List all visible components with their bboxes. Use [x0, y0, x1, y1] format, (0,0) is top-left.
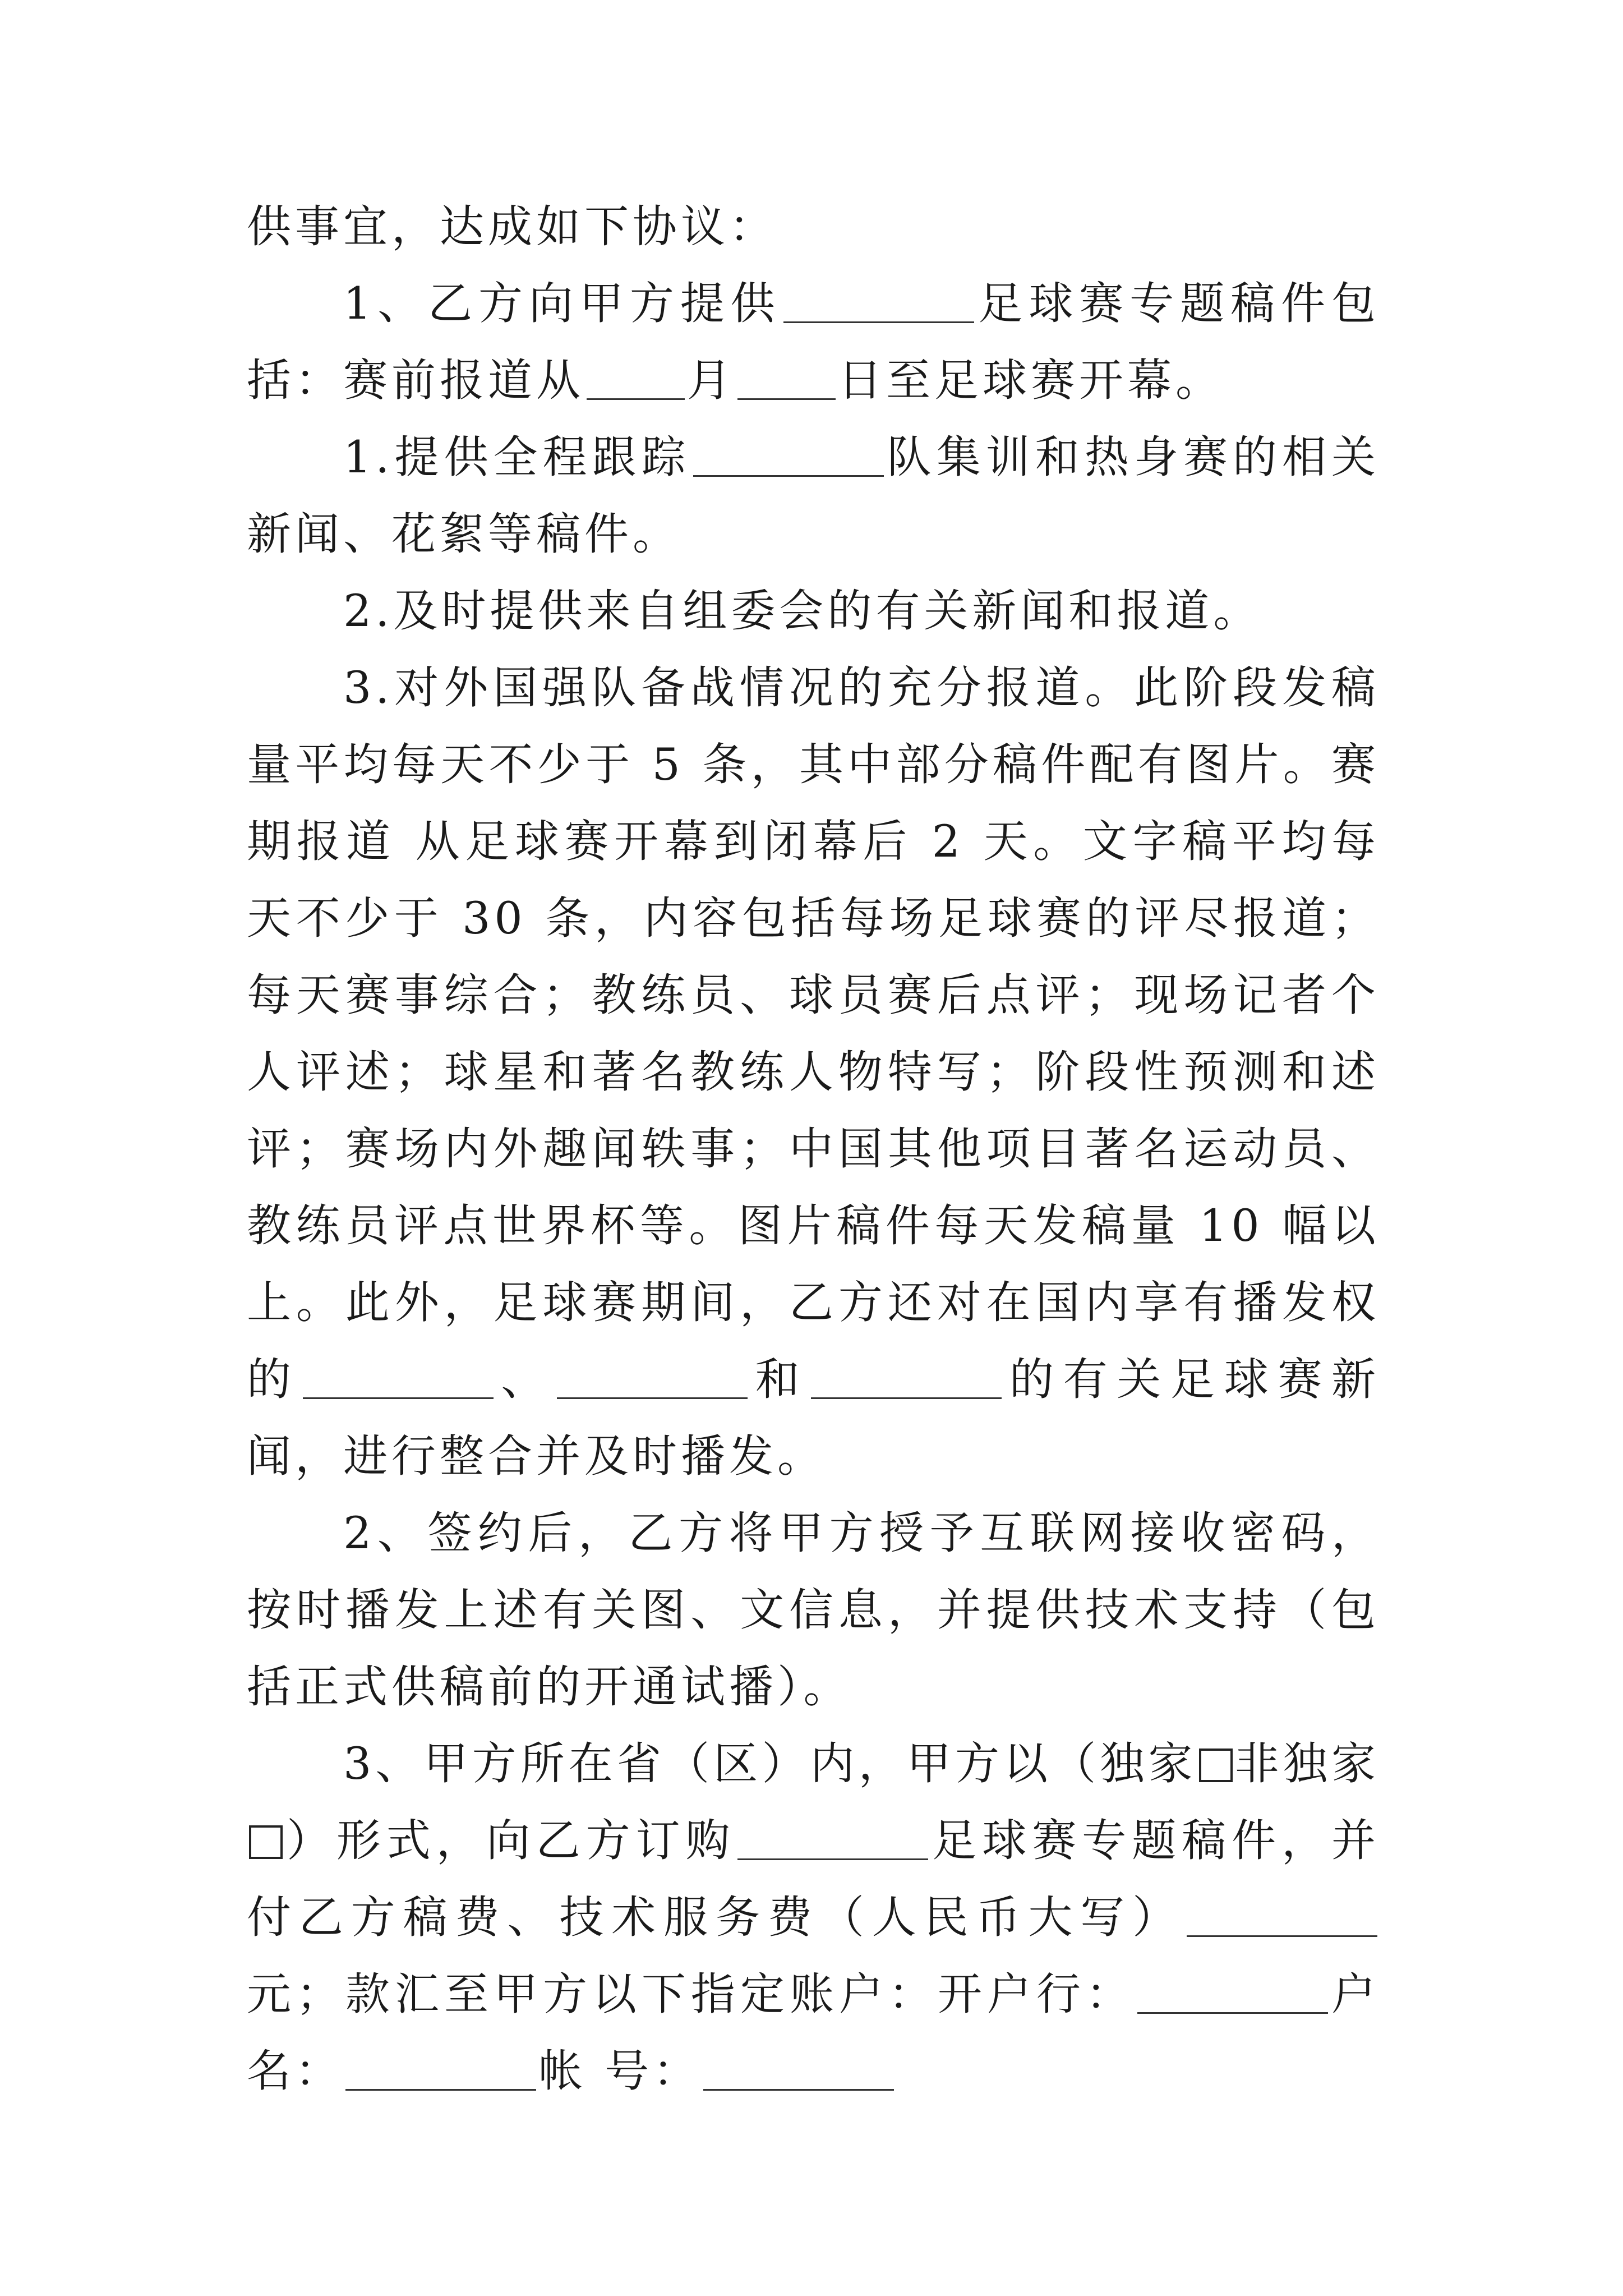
paragraph-clause-1: 1、乙方向甲方提供 足球赛专题稿件包括：赛前报道从 月 日至足球赛开幕。	[247, 278, 1380, 406]
paragraph-intro: 供事宜，达成如下协议：	[247, 201, 777, 252]
fill-blank[interactable]	[783, 282, 974, 323]
fill-blank-amount[interactable]	[1187, 1896, 1377, 1937]
fill-blank-account-number[interactable]	[703, 2050, 894, 2091]
fill-blank-bank[interactable]	[1137, 1973, 1328, 2014]
fill-blank-broadcaster-3[interactable]	[811, 1358, 1002, 1399]
paragraph-item-3: 3.对外国强队备战情况的充分报道。此阶段发稿量平均每天不少于 5 条，其中部分稿件配有图片。赛期报道 从足球赛开幕到闭幕后 2 天。文字稿平均每天不少于 30 条，内容包括每场足球赛的评尽报道；每天赛事综合；教练员、球员赛后点评；现场记者个人评述；球星和著名教练人物特写；阶段性预测和述评；赛场内外趣闻轶事；中国其他项目著名运动员、教练员评点世界杯等。图片稿件每天发稿量 10 幅以上。此外，足球赛期间，乙方还对在国内享有播发权的 、 和 的有关足球赛新闻，进行整合并及时播发。	[247, 662, 1380, 1482]
non-exclusive-checkbox[interactable]	[249, 1825, 283, 1859]
fill-blank-month[interactable]	[587, 359, 685, 400]
paragraph-item-2: 2.及时提供来自组委会的有关新闻和报道。	[343, 585, 1262, 637]
fill-blank-account-name[interactable]	[345, 2050, 536, 2091]
fill-blank-team[interactable]	[693, 436, 884, 477]
paragraph-clause-3: 3、甲方所在省（区）内，甲方以（独家 非独家）形式，向乙方订购 足球赛专题稿件，并付乙方稿费、技术服务费（人民币大写）元；款汇至甲方以下指定账户：开户行： 户 名： 帐 号：	[247, 1738, 1380, 2097]
fill-blank-broadcaster-1[interactable]	[303, 1358, 494, 1399]
paragraph-clause-2: 2、签约后，乙方将甲方授予互联网接收密码，按时播发上述有关图、文信息，并提供技术支持（包括正式供稿前的开通试播）。	[247, 1507, 1380, 1713]
exclusive-checkbox[interactable]	[1199, 1749, 1233, 1782]
fill-blank-order[interactable]	[737, 1819, 928, 1860]
fill-blank-day[interactable]	[737, 359, 836, 400]
paragraph-item-1: 1.提供全程跟踪 队集训和热身赛的相关新闻、花絮等稿件。	[247, 431, 1380, 560]
fill-blank-broadcaster-2[interactable]	[557, 1358, 748, 1399]
document-body	[247, 188, 1380, 2110]
